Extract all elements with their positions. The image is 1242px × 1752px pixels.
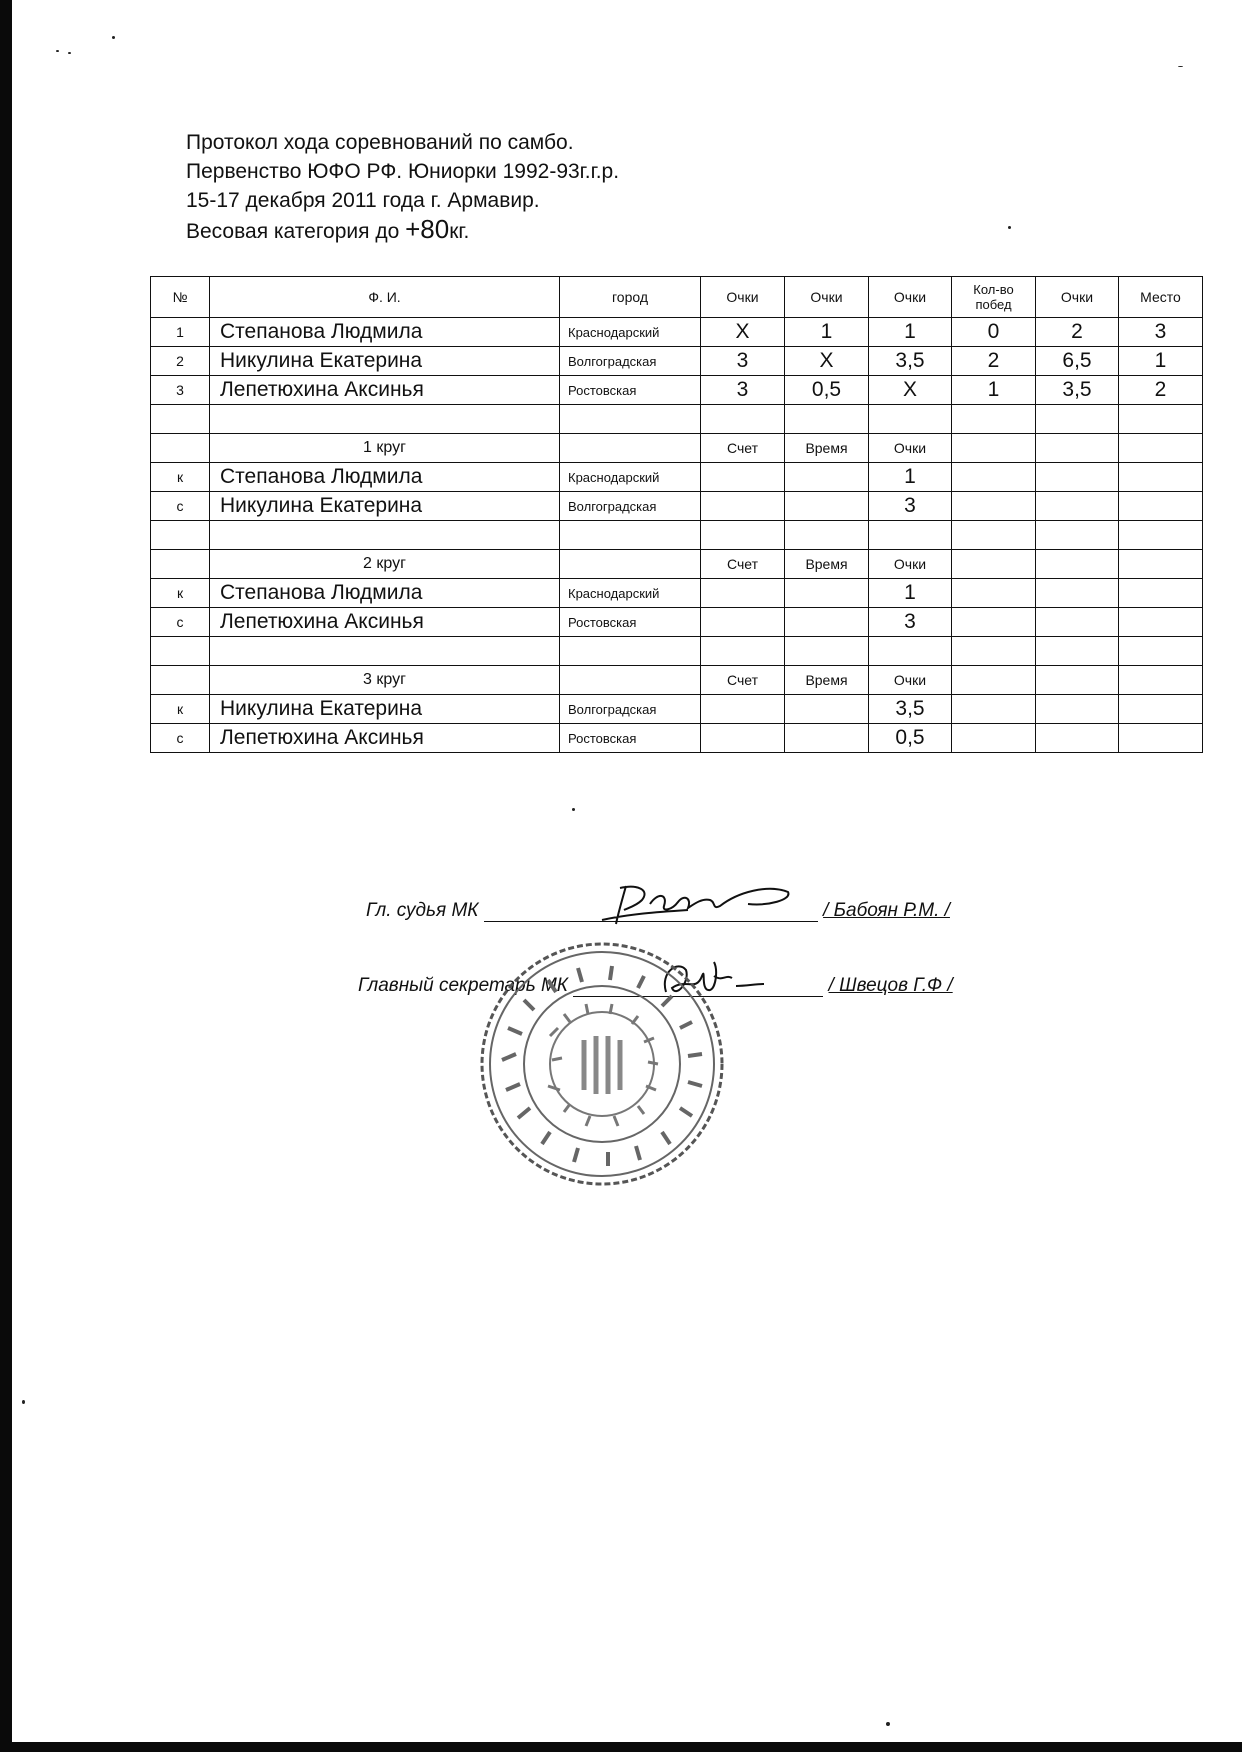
header-points-3: Очки (869, 277, 952, 318)
empty-cell (560, 434, 701, 463)
participant-name: Лепетюхина Аксинья (210, 376, 560, 405)
empty-cell (785, 637, 869, 666)
participant-city: Ростовская (560, 376, 701, 405)
empty-cell (210, 637, 560, 666)
participant-name: Степанова Людмила (210, 318, 560, 347)
points-vs-3: 3,5 (869, 347, 952, 376)
empty-cell (1119, 724, 1203, 753)
round-title: 1 круг (210, 434, 560, 463)
bout-score (701, 695, 785, 724)
empty-cell (1119, 463, 1203, 492)
blank-row (151, 405, 1203, 434)
scan-speck (112, 36, 115, 39)
bout-row (151, 463, 1203, 492)
round-points-label: Очки (869, 666, 952, 695)
round-title: 2 круг (210, 550, 560, 579)
bout-points: 3 (869, 608, 952, 637)
participant-row (151, 376, 1203, 405)
place: 1 (1119, 347, 1203, 376)
empty-cell (1036, 405, 1119, 434)
empty-cell (1036, 550, 1119, 579)
header-num: № (151, 277, 210, 318)
empty-cell (701, 405, 785, 434)
round-score-label: Счет (701, 666, 785, 695)
points-vs-1: X (701, 318, 785, 347)
empty-cell (151, 666, 210, 695)
header-city: город (560, 277, 701, 318)
bout-points: 0,5 (869, 724, 952, 753)
empty-cell (952, 724, 1036, 753)
blank-row (151, 637, 1203, 666)
round-score-label: Счет (701, 550, 785, 579)
empty-cell (1119, 695, 1203, 724)
empty-cell (1036, 666, 1119, 695)
empty-cell (1036, 521, 1119, 550)
bout-athlete-city: Волгоградская (560, 492, 701, 521)
header-points-2: Очки (785, 277, 869, 318)
bout-score (701, 463, 785, 492)
empty-cell (952, 608, 1036, 637)
bout-athlete-name: Лепетюхина Аксинья (210, 608, 560, 637)
header-weight-category (186, 215, 619, 246)
empty-cell (701, 637, 785, 666)
judge-signature-scribble (598, 874, 798, 930)
header-wins-line2: побед (975, 297, 1012, 312)
empty-cell (1119, 579, 1203, 608)
empty-cell (1036, 724, 1119, 753)
empty-cell (560, 550, 701, 579)
empty-cell (210, 405, 560, 434)
empty-cell (560, 521, 701, 550)
bout-corner: с (151, 724, 210, 753)
total-points: 2 (1036, 318, 1119, 347)
round-time-label: Время (785, 666, 869, 695)
weight-value: +80 (405, 214, 450, 244)
empty-cell (952, 579, 1036, 608)
empty-cell (210, 521, 560, 550)
empty-cell (1119, 405, 1203, 434)
empty-cell (1119, 492, 1203, 521)
secretary-name: / Швецов Г.Ф / (828, 975, 953, 996)
scan-left-edge (0, 0, 12, 1752)
bout-row (151, 579, 1203, 608)
bout-points: 3 (869, 492, 952, 521)
empty-cell (869, 405, 952, 434)
empty-cell (1119, 550, 1203, 579)
bout-row (151, 695, 1203, 724)
place: 3 (1119, 318, 1203, 347)
protocol-table (150, 276, 1203, 753)
empty-cell (151, 405, 210, 434)
total-points: 6,5 (1036, 347, 1119, 376)
points-vs-3: X (869, 376, 952, 405)
empty-cell (952, 405, 1036, 434)
place: 2 (1119, 376, 1203, 405)
empty-cell (952, 492, 1036, 521)
bout-row (151, 608, 1203, 637)
bout-athlete-city: Волгоградская (560, 695, 701, 724)
empty-cell (560, 666, 701, 695)
round-header-row (151, 434, 1203, 463)
points-vs-2: 1 (785, 318, 869, 347)
bout-athlete-name: Степанова Людмила (210, 579, 560, 608)
bout-athlete-city: Краснодарский (560, 463, 701, 492)
participant-number: 3 (151, 376, 210, 405)
wins-count: 1 (952, 376, 1036, 405)
bout-time (785, 724, 869, 753)
participant-number: 2 (151, 347, 210, 376)
empty-cell (1119, 521, 1203, 550)
total-points: 3,5 (1036, 376, 1119, 405)
points-vs-3: 1 (869, 318, 952, 347)
bout-athlete-name: Никулина Екатерина (210, 492, 560, 521)
blank-row (151, 521, 1203, 550)
points-vs-2: X (785, 347, 869, 376)
wins-count: 0 (952, 318, 1036, 347)
empty-cell (1119, 608, 1203, 637)
bout-time (785, 608, 869, 637)
bout-points: 3,5 (869, 695, 952, 724)
points-vs-1: 3 (701, 376, 785, 405)
round-score-label: Счет (701, 434, 785, 463)
header-wins (952, 277, 1036, 318)
points-vs-2: 0,5 (785, 376, 869, 405)
empty-cell (1036, 579, 1119, 608)
bout-corner: к (151, 579, 210, 608)
empty-cell (952, 434, 1036, 463)
empty-cell (151, 550, 210, 579)
round-header-row (151, 666, 1203, 695)
scan-speck (56, 50, 59, 52)
empty-cell (952, 463, 1036, 492)
scan-speck (68, 52, 71, 54)
bout-time (785, 695, 869, 724)
bout-score (701, 608, 785, 637)
round-points-label: Очки (869, 434, 952, 463)
bout-time (785, 579, 869, 608)
empty-cell (1036, 608, 1119, 637)
wins-count: 2 (952, 347, 1036, 376)
header-wins-line1: Кол-во (973, 282, 1014, 297)
round-time-label: Время (785, 434, 869, 463)
empty-cell (785, 521, 869, 550)
bout-score (701, 579, 785, 608)
bout-athlete-name: Степанова Людмила (210, 463, 560, 492)
bout-points: 1 (869, 463, 952, 492)
header-points-1: Очки (701, 277, 785, 318)
empty-cell (1119, 434, 1203, 463)
bout-corner: к (151, 695, 210, 724)
empty-cell (785, 405, 869, 434)
empty-cell (1036, 463, 1119, 492)
empty-cell (869, 521, 952, 550)
scan-speck (1178, 66, 1183, 67)
empty-cell (701, 521, 785, 550)
bout-row (151, 492, 1203, 521)
empty-cell (151, 637, 210, 666)
header-date-place: 15-17 декабря 2011 года г. Армавир. (186, 189, 540, 212)
scan-bottom-edge (0, 1742, 1242, 1752)
header-name: Ф. И. (210, 277, 560, 318)
round-points-label: Очки (869, 550, 952, 579)
scan-speck (1008, 226, 1011, 229)
participant-row (151, 347, 1203, 376)
official-round-stamp (478, 940, 726, 1188)
participant-name: Никулина Екатерина (210, 347, 560, 376)
points-vs-1: 3 (701, 347, 785, 376)
weight-label: Весовая категория до (186, 220, 406, 243)
participant-number: 1 (151, 318, 210, 347)
empty-cell (952, 521, 1036, 550)
bout-athlete-name: Никулина Екатерина (210, 695, 560, 724)
bout-score (701, 492, 785, 521)
empty-cell (1036, 695, 1119, 724)
bout-row (151, 724, 1203, 753)
protocol-table-body (151, 277, 1203, 753)
bout-score (701, 724, 785, 753)
empty-cell (560, 637, 701, 666)
header-title: Протокол хода соревнований по самбо. (186, 131, 574, 154)
header-event: Первенство ЮФО РФ. Юниорки 1992-93г.г.р. (186, 160, 620, 183)
empty-cell (1036, 434, 1119, 463)
empty-cell (151, 521, 210, 550)
empty-cell (1036, 637, 1119, 666)
bout-athlete-city: Краснодарский (560, 579, 701, 608)
participant-city: Волгоградская (560, 347, 701, 376)
participant-city: Краснодарский (560, 318, 701, 347)
round-time-label: Время (785, 550, 869, 579)
scan-speck (886, 1722, 890, 1726)
bout-athlete-city: Ростовская (560, 608, 701, 637)
header-place: Место (1119, 277, 1203, 318)
participant-row (151, 318, 1203, 347)
empty-cell (952, 666, 1036, 695)
empty-cell (869, 637, 952, 666)
empty-cell (952, 695, 1036, 724)
bout-corner: к (151, 463, 210, 492)
empty-cell (1119, 637, 1203, 666)
table-header-row (151, 277, 1203, 318)
bout-time (785, 492, 869, 521)
bout-time (785, 463, 869, 492)
header-total-points: Очки (1036, 277, 1119, 318)
secretary-label: Главный секретарь МК (358, 975, 568, 996)
judge-label: Гл. судья МК (366, 900, 479, 921)
empty-cell (1119, 666, 1203, 695)
judge-name: / Бабоян Р.М. / (823, 900, 950, 921)
round-title: 3 круг (210, 666, 560, 695)
document-header (186, 128, 619, 246)
bout-athlete-name: Лепетюхина Аксинья (210, 724, 560, 753)
round-header-row (151, 550, 1203, 579)
bout-corner: с (151, 608, 210, 637)
empty-cell (952, 637, 1036, 666)
bout-points: 1 (869, 579, 952, 608)
empty-cell (560, 405, 701, 434)
empty-cell (1036, 492, 1119, 521)
scan-speck (22, 1400, 25, 1404)
empty-cell (151, 434, 210, 463)
scan-speck (572, 808, 575, 811)
bout-corner: с (151, 492, 210, 521)
weight-unit: кг. (449, 220, 470, 243)
empty-cell (952, 550, 1036, 579)
bout-athlete-city: Ростовская (560, 724, 701, 753)
